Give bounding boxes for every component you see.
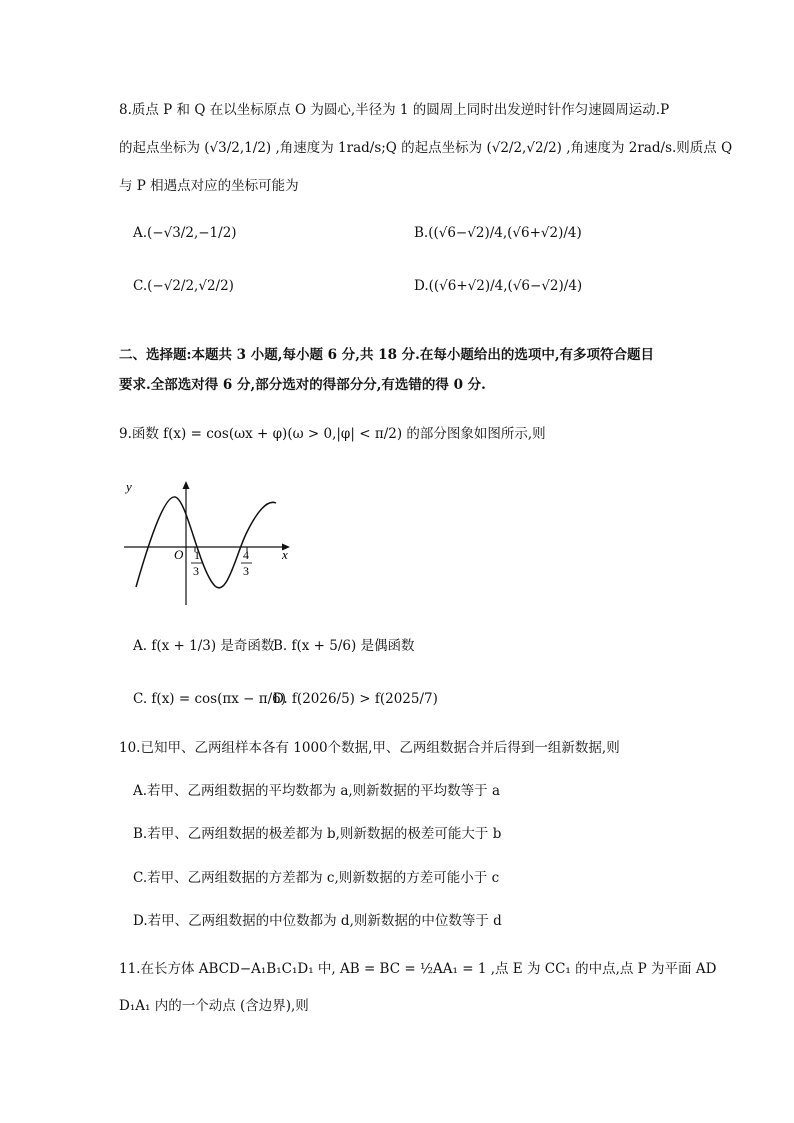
tick-label-2-denominator: 3 (243, 564, 249, 578)
tick-label-1-numerator: 1 (194, 548, 200, 562)
y-axis-label: y (126, 479, 132, 494)
q8-option-b: B.((√6−√2)/4,(√6+√2)/4) (414, 225, 582, 241)
cosine-curve (136, 497, 276, 588)
q8-option-c: C.(−√2/2,√2/2) (133, 278, 234, 294)
q10-option-a: A.若甲、乙两组数据的平均数都为 a,则新数据的平均数等于 a (133, 783, 501, 799)
q10-stem: 10.已知甲、乙两组样本各有 1000个数据,甲、乙两组数据合并后得到一组新数据,则 (119, 740, 620, 756)
q10-option-c: C.若甲、乙两组数据的方差都为 c,则新数据的方差可能小于 c (133, 870, 500, 886)
origin-label: O (174, 547, 184, 562)
q8-line-1: 8.质点 P 和 Q 在以坐标原点 O 为圆心,半径为 1 的圆周上同时出发逆时针作匀速圆周运动.P (119, 102, 670, 118)
q8-line-2: 的起点坐标为 (√3/2,1/2) ,角速度为 1rad/s;Q 的起点坐标为 (√2/2,√2/2) ,角速度为 2rad/s.则质点 Q (119, 140, 733, 156)
q9-option-a: A. f(x + 1/3) 是奇函数 (133, 638, 275, 654)
q8-line-3: 与 P 相遇点对应的坐标可能为 (119, 178, 299, 194)
q9-graph (120, 475, 300, 615)
section2-line-1: 二、选择题:本题共 3 小题,每小题 6 分,共 18 分.在每小题给出的选项中,有多项符合题目 (119, 347, 655, 363)
tick-label-1-denominator: 3 (193, 564, 199, 578)
q11-line-2: D₁A₁ 内的一个动点 (含边界),则 (119, 998, 309, 1014)
q9-option-c: C. f(x) = cos(πx − π/6) (133, 691, 287, 707)
tick-label-2-numerator: 4 (243, 548, 249, 562)
q8-option-a: A.(−√3/2,−1/2) (133, 225, 237, 241)
q10-option-d: D.若甲、乙两组数据的中位数都为 d,则新数据的中位数等于 d (133, 913, 502, 929)
x-axis-label: x (282, 547, 288, 562)
q8-option-d: D.((√6+√2)/4,(√6−√2)/4) (414, 278, 583, 294)
section2-line-2: 要求.全部选对得 6 分,部分选对的得部分分,有选错的得 0 分. (119, 377, 486, 393)
q9-stem: 9.函数 f(x) = cos(ωx + φ)(ω > 0,|φ| < π/2) 的部分图象如图所示,则 (119, 426, 546, 442)
q9-option-b: B. f(x + 5/6) 是偶函数 (273, 638, 415, 654)
q10-option-b: B.若甲、乙两组数据的极差都为 b,则新数据的极差可能大于 b (133, 826, 502, 842)
q9-option-d: D. f(2026/5) > f(2025/7) (273, 691, 438, 707)
q11-line-1: 11.在长方体 ABCD−A₁B₁C₁D₁ 中, AB = BC = ½AA₁ = 1 ,点 E 为 CC₁ 的中点,点 P 为平面 AD (119, 961, 717, 977)
y-axis-arrow (183, 481, 190, 489)
